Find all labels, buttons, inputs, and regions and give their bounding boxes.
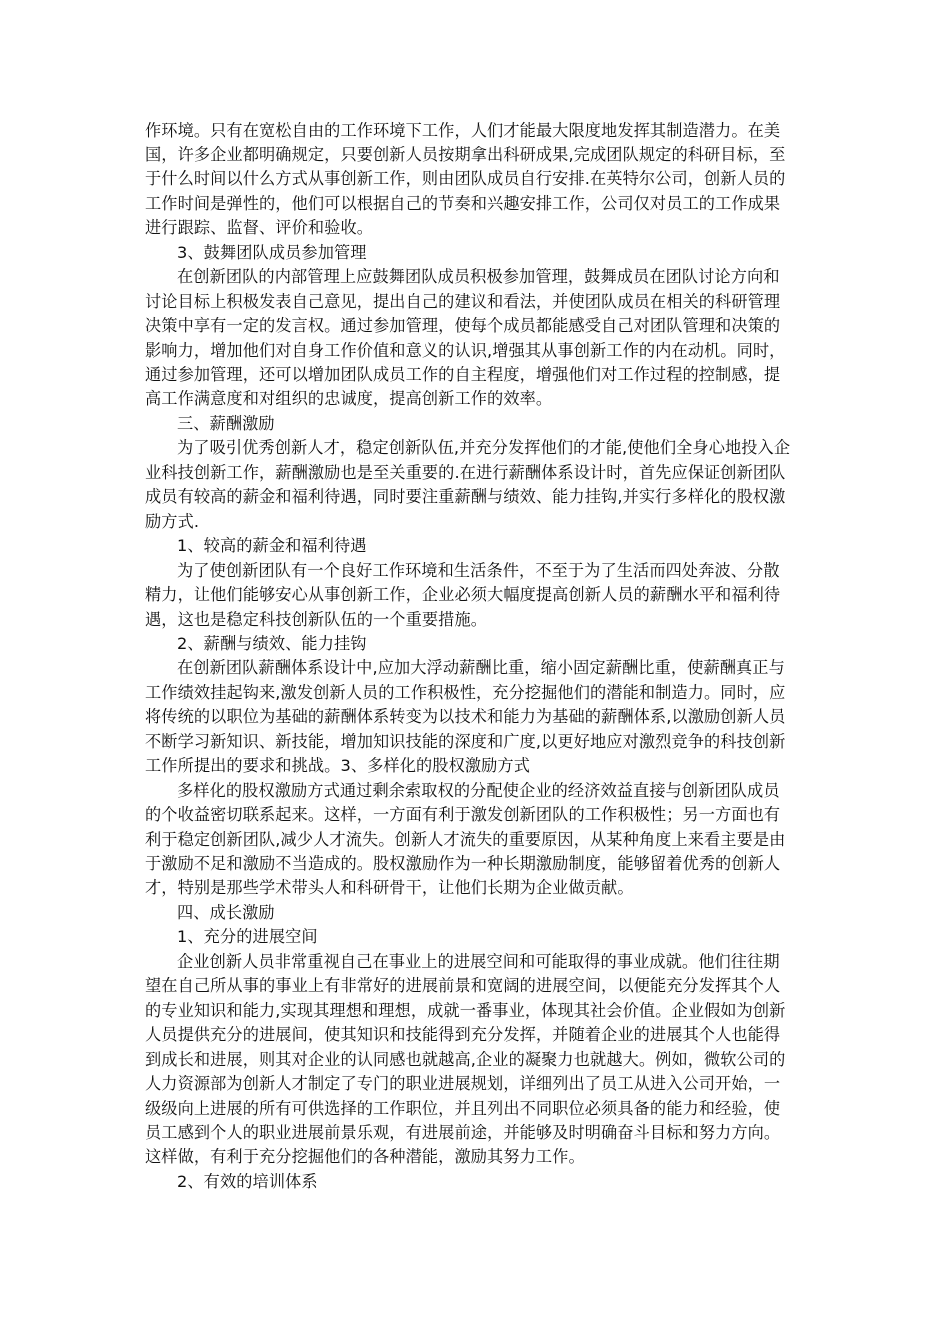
text-line: 于什么时间以什么方式从事创新工作，则由团队成员自行安排.在英特尔公司，创新人员的 <box>145 169 786 189</box>
text-line: 在创新团队的内部管理上应鼓舞团队成员积极参加管理，鼓舞成员在团队讨论方向和 <box>177 267 780 287</box>
text-line: 企业创新人员非常重视自己在事业上的进展空间和可能取得的事业成就。他们往往期 <box>177 951 780 971</box>
text-line: 作环境。只有在宽松自由的工作环境下工作，人们才能最大限度地发挥其制造潜力。在美 <box>145 120 781 140</box>
text-line: 员工感到个人的职业进展前景乐观，有进展前途，并能够及时明确奋斗目标和努力方向。 <box>145 1122 781 1142</box>
text-line: 的个收益密切联系起来。这样，一方面有利于激发创新团队的工作积极性；另一方面也有 <box>145 805 781 825</box>
text-line: 国，许多企业都明确规定，只要创新人员按期拿出科研成果,完成团队规定的科研目标，至 <box>145 144 786 164</box>
text-line: 业科技创新工作，薪酬激励也是至关重要的.在进行薪酬体系设计时，首先应保证创新团队 <box>145 462 786 482</box>
text-line: 3、鼓舞团队成员参加管理 <box>177 242 367 262</box>
text-line: 利于稳定创新团队,减少人才流失。创新人才流失的重要原因，从某种角度上来看主要是由 <box>145 829 786 849</box>
text-line: 为了吸引优秀创新人才，稳定创新队伍,并充分发挥他们的才能,使他们全身心地投入企 <box>177 438 791 458</box>
text-line: 精力，让他们能够安心从事创新工作，企业必须大幅度提高创新人员的薪酬水平和福利待 <box>145 585 781 605</box>
text-line: 工作所提出的要求和挑战。3、多样化的股权激励方式 <box>145 756 531 776</box>
text-line: 才，特别是那些学术带头人和科研骨干，让他们长期为企业做贡献。 <box>145 878 634 898</box>
text-line: 三、薪酬激励 <box>177 413 275 433</box>
text-line: 2、有效的培训体系 <box>177 1171 318 1191</box>
text-line: 进行跟踪、监督、评价和验收。 <box>145 218 374 238</box>
text-line: 到成长和进展，则其对企业的认同感也就越高,企业的凝聚力也就越大。例如，微软公司的 <box>145 1049 786 1069</box>
text-line: 通过参加管理，还可以增加团队成员工作的自主程度，增强他们对工作过程的控制感，提 <box>145 365 781 384</box>
text-line: 在创新团队薪酬体系设计中,应加大浮动薪酬比重，缩小固定薪酬比重，使薪酬真正与 <box>177 658 785 678</box>
text-line: 工作时间是弹性的，他们可以根据自己的节奏和兴趣安排工作，公司仅对员工的工作成果 <box>145 193 781 213</box>
text-line: 人员提供充分的进展间，使其知识和技能得到充分发挥，并随着企业的进展其个人也能得 <box>145 1025 781 1045</box>
text-line: 决策中享有一定的发言权。通过参加管理，使每个成员都能感受自己对团队管理和决策的 <box>145 316 781 336</box>
text-line: 励方式. <box>145 511 200 531</box>
text-line: 多样化的股权激励方式通过剩余索取权的分配使企业的经济效益直接与创新团队成员 <box>177 780 780 800</box>
text-line: 四、成长激励 <box>177 902 275 922</box>
text-line: 工作绩效挂起钩来,激发创新人员的工作积极性，充分挖掘他们的潜能和制造力。同时，应 <box>145 682 786 702</box>
text-line: 这样做，有利于充分挖掘他们的各种潜能，激励其努力工作。 <box>145 1147 585 1167</box>
text-line: 级级向上进展的所有可供选择的工作职位，并且列出不同职位必须具备的能力和经验，使 <box>145 1098 781 1118</box>
text-line: 人力资源部为创新人才制定了专门的职业进展规划，详细列出了员工从进入公司开始，一 <box>145 1074 781 1094</box>
text-line: 成员有较高的薪金和福利待遇，同时要注重薪酬与绩效、能力挂钩,并实行多样化的股权激 <box>145 487 786 507</box>
text-line: 2、薪酬与绩效、能力挂钩 <box>177 633 367 653</box>
text-line: 的专业知识和能力,实现其理想和理想，成就一番事业，体现其社会价值。企业假如为创新 <box>145 1000 786 1020</box>
text-line: 于激励不足和激励不当造成的。股权激励作为一种长期激励制度，能够留着优秀的创新人 <box>145 854 781 873</box>
text-line: 将传统的以职位为基础的薪酬体系转变为以技术和能力为基础的薪酬体系,以激励创新人员 <box>145 707 786 727</box>
text-line: 望在自己所从事的事业上有非常好的进展前景和宽阔的进展空间，以便能充分发挥其个人 <box>145 976 781 996</box>
text-line: 1、较高的薪金和福利待遇 <box>177 536 367 556</box>
text-line: 遇，这也是稳定科技创新队伍的一个重要措施。 <box>145 609 488 629</box>
text-line: 不断学习新知识、新技能，增加知识技能的深度和广度,以更好地应对激烈竞争的科技创新 <box>145 731 786 751</box>
text-line: 1、充分的进展空间 <box>177 927 318 947</box>
text-line: 讨论目标上积极发表自己意见，提出自己的建议和看法，并使团队成员在相关的科研管理 <box>145 291 781 311</box>
text-line: 为了使创新团队有一个良好工作环境和生活条件，不至于为了生活而四处奔波、分散 <box>177 560 780 580</box>
text-line: 影响力，增加他们对自身工作价值和意义的认识,增强其从事创新工作的内在动机。同时， <box>145 340 786 360</box>
text-line: 高工作满意度和对组织的忠诚度，提高创新工作的效率。 <box>145 389 553 409</box>
